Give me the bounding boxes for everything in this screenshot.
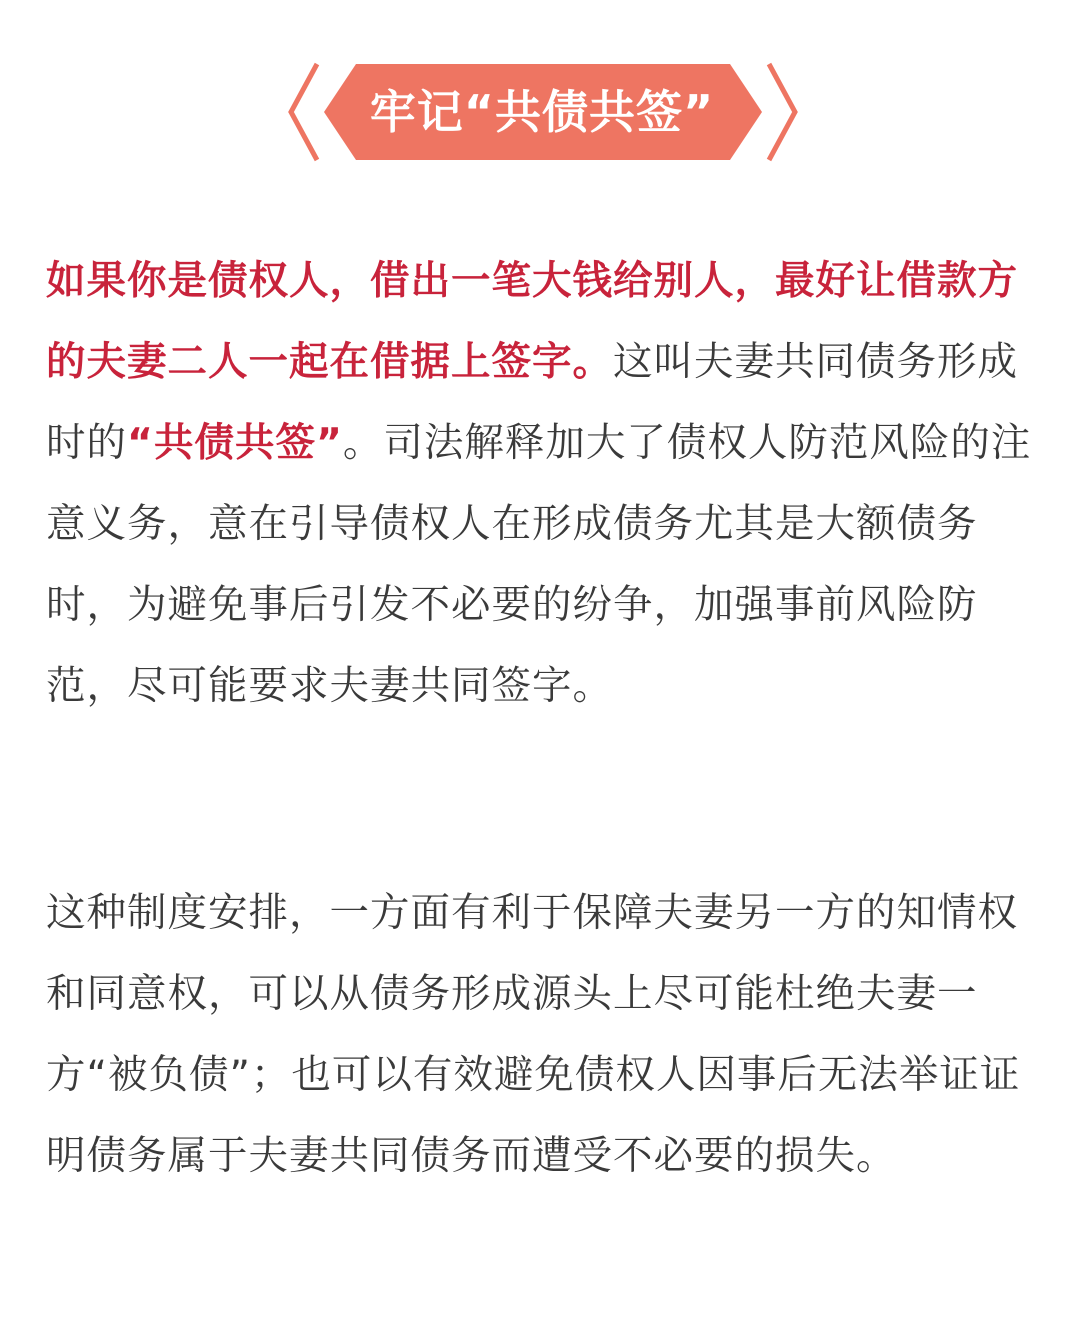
paragraph-joint-signature	[46, 241, 1040, 727]
paragraph-text: 这叫夫妻共同债务形成时的	[46, 339, 1018, 466]
paragraph-system-arrangement	[46, 873, 1040, 1197]
section-title-banner	[0, 60, 1080, 164]
left-bracket-icon	[291, 64, 317, 160]
highlight-lead-sentence: 如果你是债权人，借出一笔大钱给别人，最好让借款方的夫妻二人一起在借据上签字。	[46, 258, 1018, 385]
paragraph-text: 。司法解释加大了债权人防范风险的注意义务，意在引导债权人在形成债务尤其是大额债务时，为避免事后引发不必要的纷争，加强事前风险防范，尽可能要求夫妻共同签字。	[46, 420, 1032, 709]
right-bracket-icon	[769, 64, 795, 160]
paragraph-text: 这种制度安排，一方面有利于保障夫妻另一方的知情权和同意权，可以从债务形成源头上尽可能杜绝夫妻一方“被负债”；也可以有效避免债权人因事后无法举证证明债务属于夫妻共同债务而遭受不必要的损失。	[46, 890, 1021, 1179]
highlight-term: “共债共签”	[127, 420, 343, 466]
section-title: 牢记“共债共签”	[369, 85, 715, 139]
